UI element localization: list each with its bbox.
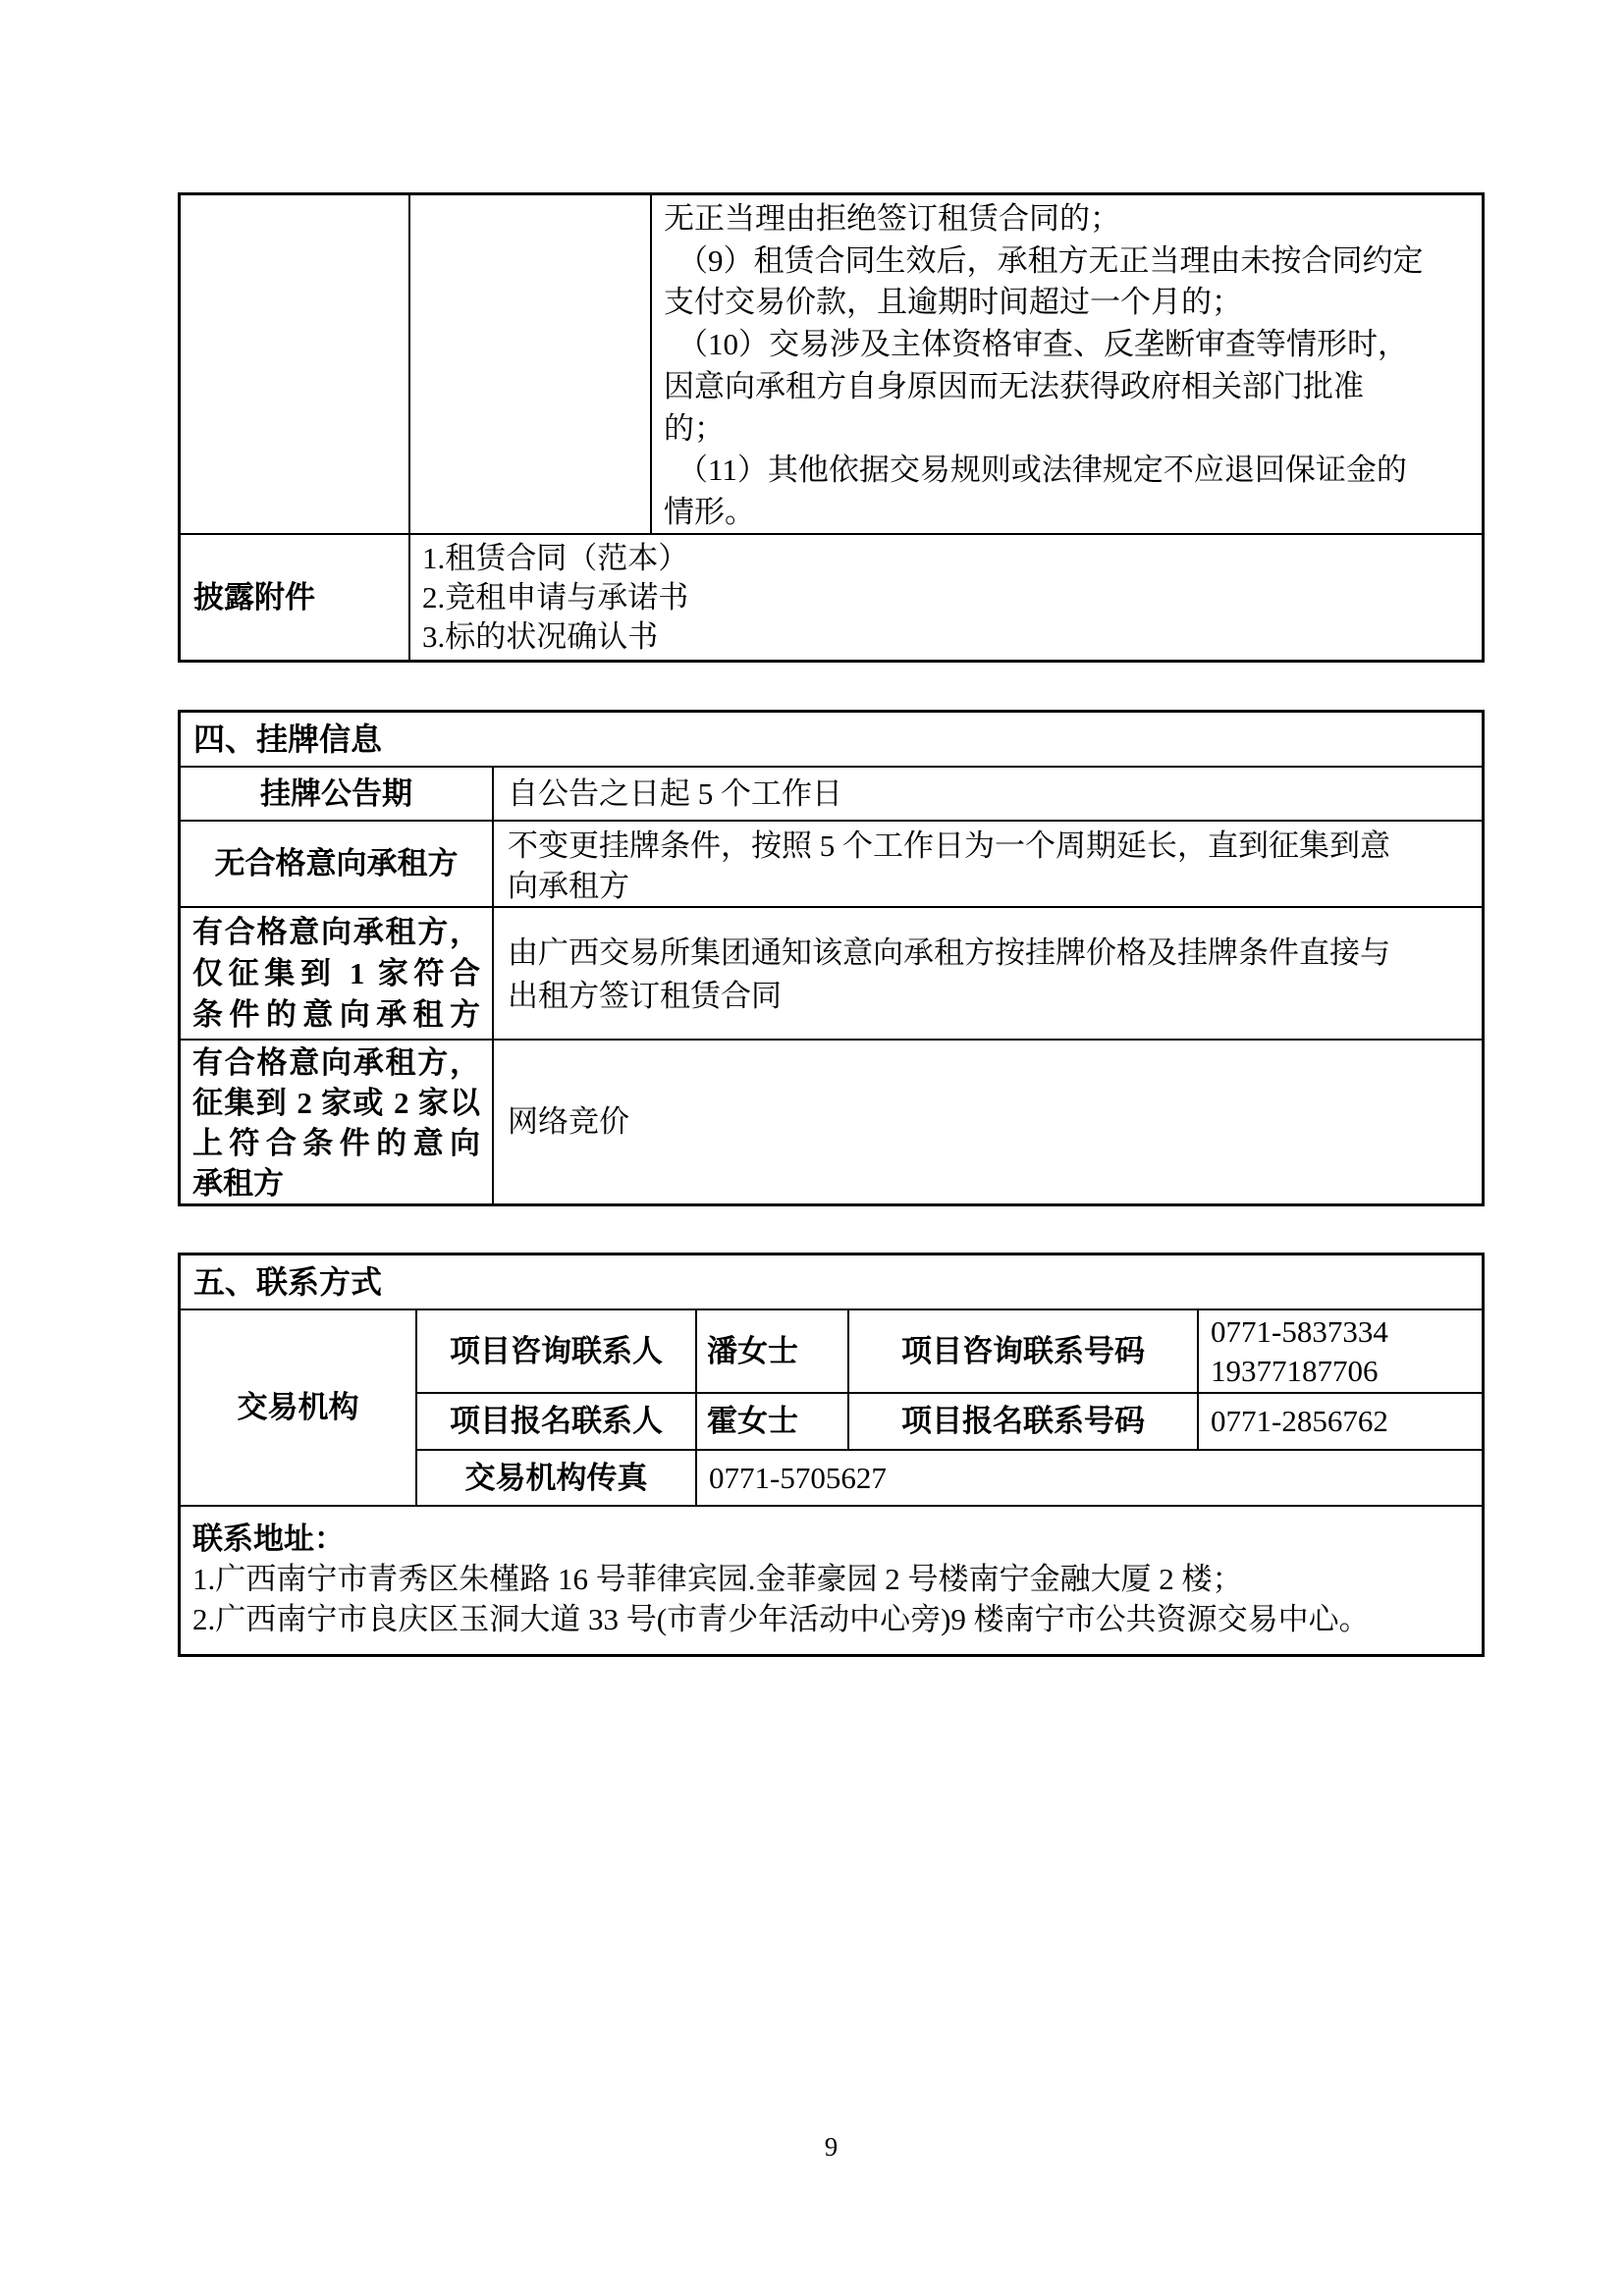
table2-title: 四、挂牌信息 [181,713,1482,768]
text-line: 网络竞价 [508,1104,629,1139]
table3-fax-label: 交易机构传真 [417,1451,697,1505]
table1-attachments-label: 披露附件 [181,535,410,660]
text-line: 因意向承租方自身原因而无法获得政府相关部门批准 [664,368,1364,403]
table3-org-label: 交易机构 [181,1310,417,1505]
table3-row1-person-name: 潘女士 [697,1310,849,1394]
table3-fax-value: 0771-5705627 [709,1460,887,1495]
text-line: 有合格意向承租方， [192,1045,480,1080]
text-line: 有合格意向承租方， [192,915,480,949]
text-line: 条件的意向承租方 [192,997,480,1032]
table2-row3-label [181,908,494,1041]
text-line: 19377187706 [1211,1354,1379,1388]
table3-row2-phone-label: 项目报名联系号码 [849,1394,1199,1451]
text-line: （11）其他依据交易规则或法律规定不应退回保证金的 [677,453,1407,488]
text-line: 出租方签订租赁合同 [508,979,782,1013]
text-line: （10）交易涉及主体资格审查、反垄断审查等情形时， [677,327,1408,362]
text-line: 2.竞租申请与承诺书 [422,580,689,614]
table2-row3-content [494,908,1482,1041]
text-line: 支付交易价款，且逾期时间超过一个月的； [664,285,1242,320]
text-line: 3.标的状况确认书 [422,619,659,654]
text-line: 仅征集到 1 家符合 [192,956,480,990]
text-line: （9）租赁合同生效后，承租方无正当理由未按合同约定 [677,242,1424,278]
table3-row1-phone-value [1199,1310,1482,1394]
text-line: 上符合条件的意向 [192,1126,480,1160]
text-line: 1.租赁合同（范本） [422,541,689,575]
table2-row1-label [181,768,494,822]
text-line: 0771-2856762 [1211,1404,1388,1438]
table-disclosure [178,192,1485,663]
table3-address [181,1505,1482,1654]
text-line: 无合格意向承租方 [214,846,459,881]
text-line: 0771-5837334 [1211,1314,1388,1349]
table3-row2-person-label: 项目报名联系人 [417,1394,697,1451]
text-line: 无正当理由拒绝签订租赁合同的； [664,201,1120,236]
table2-row2-label [181,822,494,908]
text-line: 不变更挂牌条件，按照 5 个工作日为一个周期延长，直到征集到意 [508,828,1390,863]
table3-row1-person-label: 项目咨询联系人 [417,1310,697,1394]
text-line: 承租方 [192,1166,284,1201]
text-line: 2.广西南宁市良庆区玉洞大道 33 号(市青少年活动中心旁)9 楼南宁市公共资源交易中心。 [192,1602,1370,1636]
table1-attachments-list [410,535,1482,660]
table2-row4-label [181,1041,494,1203]
text-line: 挂牌公告期 [260,775,412,811]
text-line: 1.广西南宁市青秀区朱槿路 16 号菲律宾园.金菲豪园 2 号楼南宁金融大厦 2 楼； [192,1562,1243,1596]
page-number: 9 [824,2132,839,2162]
text-line: 由广西交易所集团通知该意向承租方按挂牌价格及挂牌条件直接与 [508,935,1390,970]
table3-title: 五、联系方式 [181,1255,1482,1310]
text-line: 联系地址： [192,1522,345,1556]
table3-row2-person-name: 霍女士 [697,1394,849,1451]
table2-row2-content [494,822,1482,908]
table-listing-info [178,710,1485,1206]
text-line: 情形。 [664,494,755,529]
text-line: 自公告之日起 5 个工作日 [508,775,842,811]
text-line: 的； [664,410,725,446]
table3-row1-phone-label: 项目咨询联系号码 [849,1310,1199,1394]
table1-row1-col2-empty [410,195,652,535]
table-contact-info [178,1253,1485,1657]
table1-row1-col1-empty [181,195,410,535]
table2-row4-content [494,1041,1482,1203]
table1-row1-clauses [652,195,1482,535]
text-line: 向承租方 [508,869,629,903]
table3-row2-phone-value [1199,1394,1482,1451]
text-line: 征集到 2 家或 2 家以 [192,1086,480,1120]
table2-row1-content [494,768,1482,822]
